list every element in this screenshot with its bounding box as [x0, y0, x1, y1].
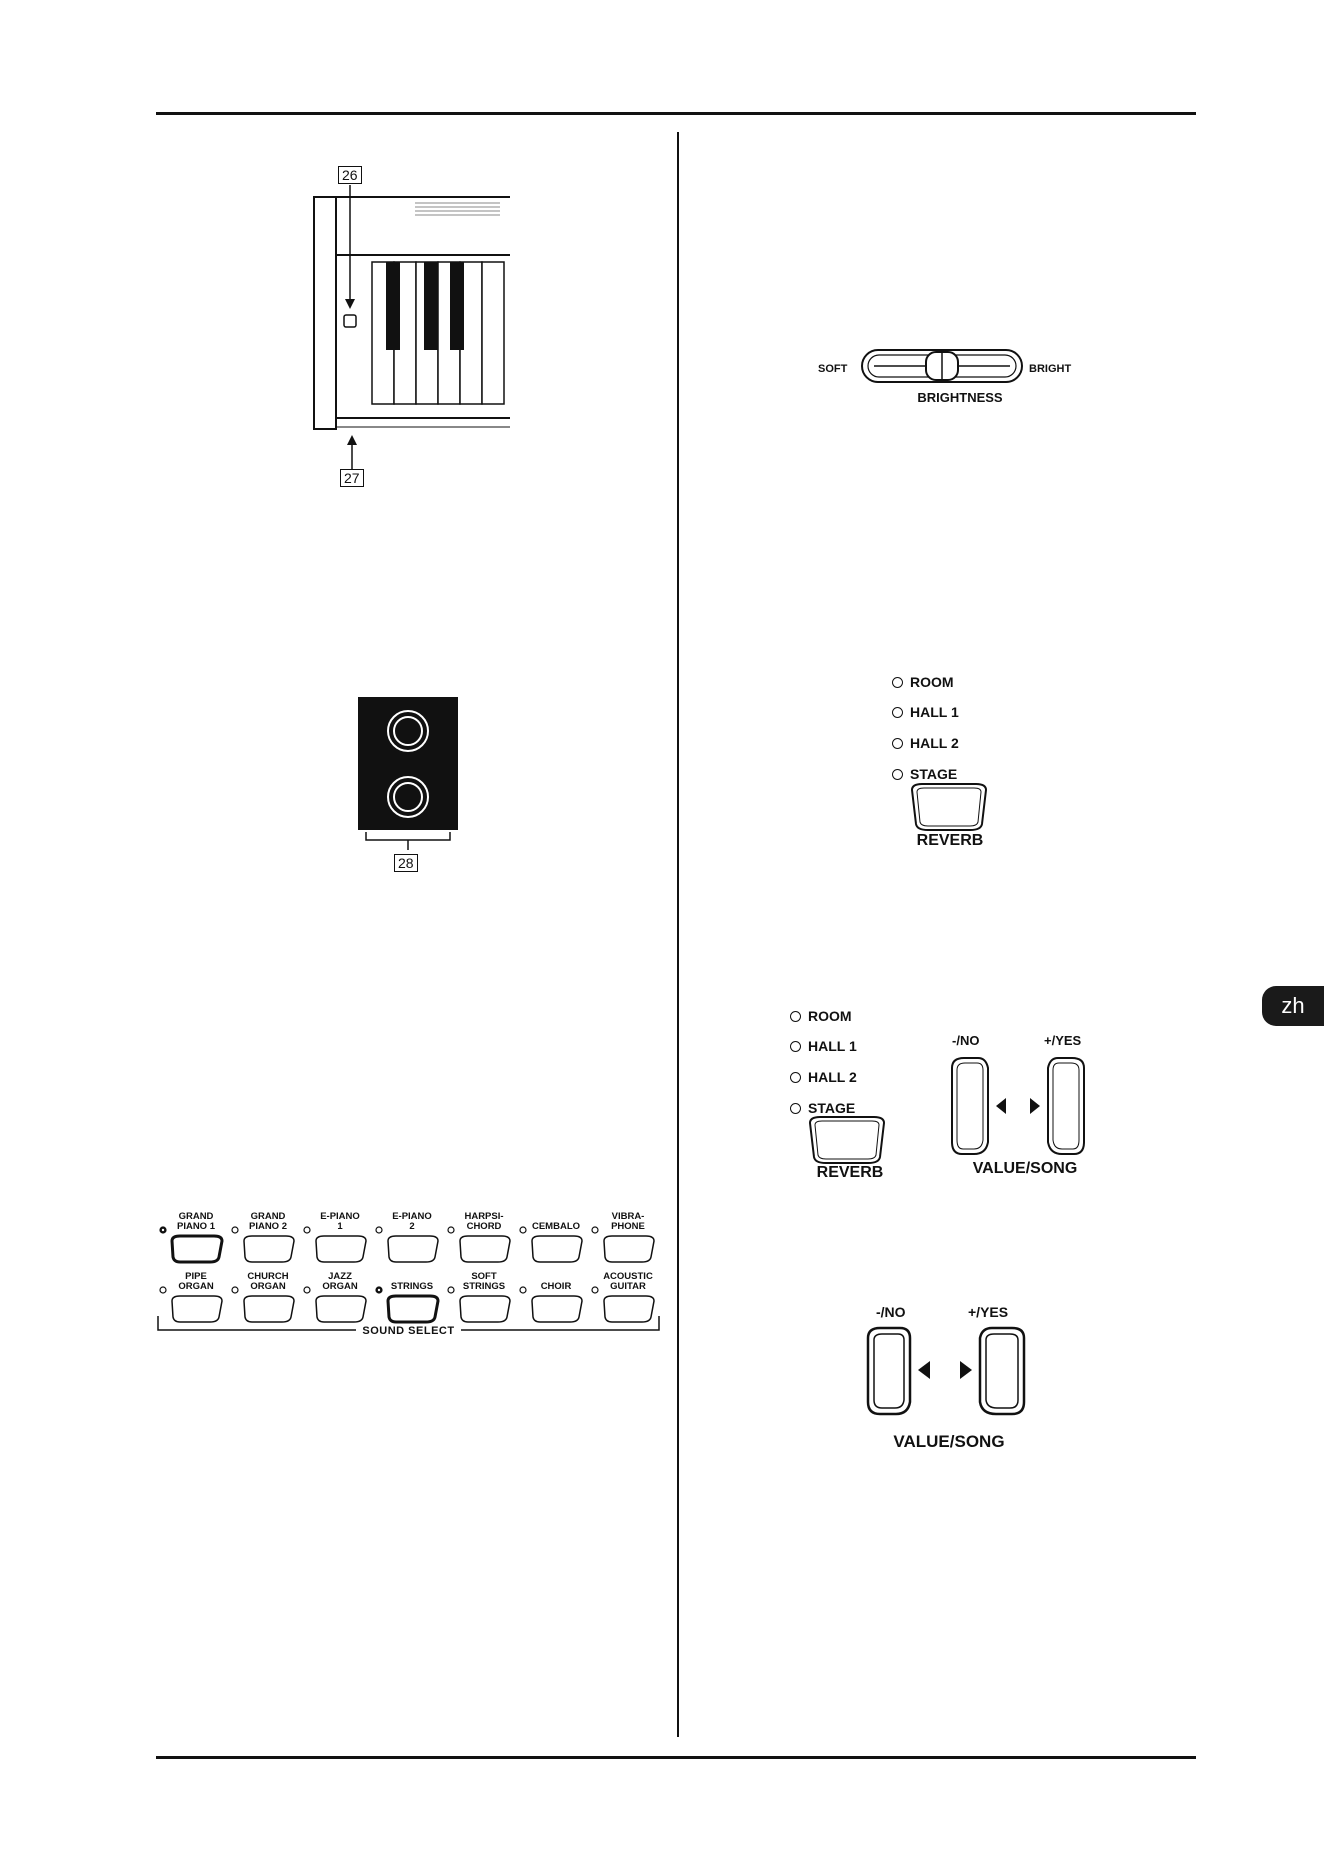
sound-led-icon-0-4	[448, 1227, 454, 1233]
sound-led-icon-1-2	[304, 1287, 310, 1293]
reverb2-button[interactable]	[806, 1115, 888, 1167]
sound-led-icon-1-1	[232, 1287, 238, 1293]
led-icon	[892, 707, 903, 718]
reverb2-led-hall2: HALL 2	[790, 1069, 857, 1085]
callout-28: 28	[394, 854, 418, 872]
sound-button-0-3[interactable]	[388, 1236, 438, 1262]
sound-button-0-6[interactable]	[604, 1236, 654, 1262]
callout-27: 27	[340, 469, 364, 487]
led-icon	[790, 1041, 801, 1052]
sound-label-e-piano-1: E-PIANO 1	[320, 1211, 360, 1232]
minus-no-label-large: -/NO	[876, 1304, 906, 1320]
reverb-led-stage: STAGE	[892, 766, 957, 782]
led-icon	[892, 677, 903, 688]
reverb-title: REVERB	[916, 832, 984, 849]
sound-label-vibraphone: VIBRA- PHONE	[611, 1211, 645, 1232]
reverb2-led-room: ROOM	[790, 1008, 852, 1024]
sound-label-acoustic-guitar: ACOUSTIC GUITAR	[603, 1271, 653, 1292]
left-arrow-icon	[996, 1098, 1006, 1114]
sound-label-jazz-organ: JAZZ ORGAN	[322, 1271, 358, 1292]
plus-yes-button[interactable]	[1048, 1058, 1084, 1154]
sound-button-0-1[interactable]	[244, 1236, 294, 1262]
brightness-control	[810, 348, 1110, 408]
value-song-buttons-large	[864, 1326, 1030, 1416]
keyboard-figure	[300, 165, 510, 485]
minus-no-button-large[interactable]	[868, 1328, 910, 1414]
sound-button-0-5[interactable]	[532, 1236, 582, 1262]
bottom-rule	[156, 1756, 1196, 1759]
sound-led-icon-1-6	[592, 1287, 598, 1293]
sound-led-icon-0-2	[304, 1227, 310, 1233]
sound-button-1-6[interactable]	[604, 1296, 654, 1322]
sound-label-strings: STRINGS	[390, 1281, 434, 1292]
brightness-soft-label: SOFT	[818, 363, 848, 375]
sound-led-active-icon-1-3	[378, 1289, 380, 1291]
sound-led-icon-1-4	[448, 1287, 454, 1293]
sound-button-1-5[interactable]	[532, 1296, 582, 1322]
sound-led-active-icon-0-0	[162, 1229, 164, 1231]
sound-led-icon-0-3	[376, 1227, 382, 1233]
sound-button-1-0[interactable]	[172, 1296, 222, 1322]
sound-label-pipe-organ: PIPE ORGAN	[178, 1271, 214, 1292]
reverb2-led-stage: STAGE	[790, 1100, 855, 1116]
reverb2-title: REVERB	[816, 1164, 884, 1181]
sound-label-church-organ: CHURCH ORGAN	[247, 1271, 289, 1292]
value-song-title: VALUE/SONG	[972, 1160, 1078, 1177]
reverb-led-hall1: HALL 1	[892, 704, 959, 720]
brightness-bright-label: BRIGHT	[1029, 363, 1072, 375]
brightness-slider[interactable]	[860, 348, 1025, 388]
led-icon	[790, 1103, 801, 1114]
jack-bracket	[358, 830, 458, 850]
sound-button-0-4[interactable]	[460, 1236, 510, 1262]
callout-26: 26	[338, 166, 362, 184]
led-icon	[790, 1011, 801, 1022]
minus-no-label: -/NO	[952, 1033, 980, 1048]
top-rule	[156, 112, 1196, 115]
sound-led-icon-0-5	[520, 1227, 526, 1233]
sound-label-soft-strings: SOFT STRINGS	[462, 1271, 506, 1292]
minus-no-button[interactable]	[952, 1058, 988, 1154]
plus-yes-label: +/YES	[1044, 1033, 1082, 1048]
reverb-led-hall2: HALL 2	[892, 735, 959, 751]
language-tab[interactable]: zh	[1262, 986, 1324, 1026]
sound-label-e-piano-2: E-PIANO 2	[392, 1211, 432, 1232]
right-arrow-icon-large	[960, 1361, 972, 1379]
sound-label-grand-piano-1: GRAND PIANO 1	[176, 1211, 215, 1232]
sound-led-icon-1-0	[160, 1287, 166, 1293]
reverb-figure-1	[890, 668, 1050, 858]
keyboard-illustration	[300, 165, 510, 485]
sound-label-cembalo: CEMBALO	[531, 1221, 581, 1232]
sound-select-panel	[156, 1208, 661, 1338]
value-song-buttons	[948, 1056, 1098, 1160]
plus-yes-label-large: +/YES	[968, 1304, 1009, 1320]
sound-select-buttons	[156, 1208, 661, 1338]
led-icon	[892, 738, 903, 749]
sound-button-1-2[interactable]	[316, 1296, 366, 1322]
value-song-large	[860, 1302, 1030, 1454]
reverb-led-room: ROOM	[892, 674, 954, 690]
plus-yes-button-large[interactable]	[980, 1328, 1024, 1414]
led-icon	[892, 769, 903, 780]
sound-button-0-2[interactable]	[316, 1236, 366, 1262]
headphone-jacks	[358, 697, 458, 830]
reverb2-led-hall1: HALL 1	[790, 1038, 857, 1054]
sound-label-harpsichord: HARPSI- CHORD	[464, 1211, 504, 1232]
sound-button-1-1[interactable]	[244, 1296, 294, 1322]
left-arrow-icon-large	[918, 1361, 930, 1379]
headphone-panel	[358, 697, 458, 830]
sound-button-0-0[interactable]	[172, 1236, 222, 1262]
sound-button-1-3[interactable]	[388, 1296, 438, 1322]
sound-label-choir: CHOIR	[540, 1281, 572, 1292]
reverb-figure-2	[788, 1002, 928, 1192]
column-divider	[677, 132, 679, 1737]
right-arrow-icon	[1030, 1098, 1040, 1114]
sound-label-grand-piano-2: GRAND PIANO 2	[248, 1211, 287, 1232]
brightness-title: BRIGHTNESS	[917, 390, 1003, 405]
sound-led-icon-0-1	[232, 1227, 238, 1233]
sound-led-icon-1-5	[520, 1287, 526, 1293]
sound-led-icon-0-6	[592, 1227, 598, 1233]
value-song-small	[940, 1030, 1100, 1182]
reverb-button[interactable]	[908, 782, 990, 834]
value-song-title-large: VALUE/SONG	[893, 1432, 1005, 1451]
sound-select-title: SOUND SELECT	[362, 1325, 455, 1337]
sound-button-1-4[interactable]	[460, 1296, 510, 1322]
led-icon	[790, 1072, 801, 1083]
